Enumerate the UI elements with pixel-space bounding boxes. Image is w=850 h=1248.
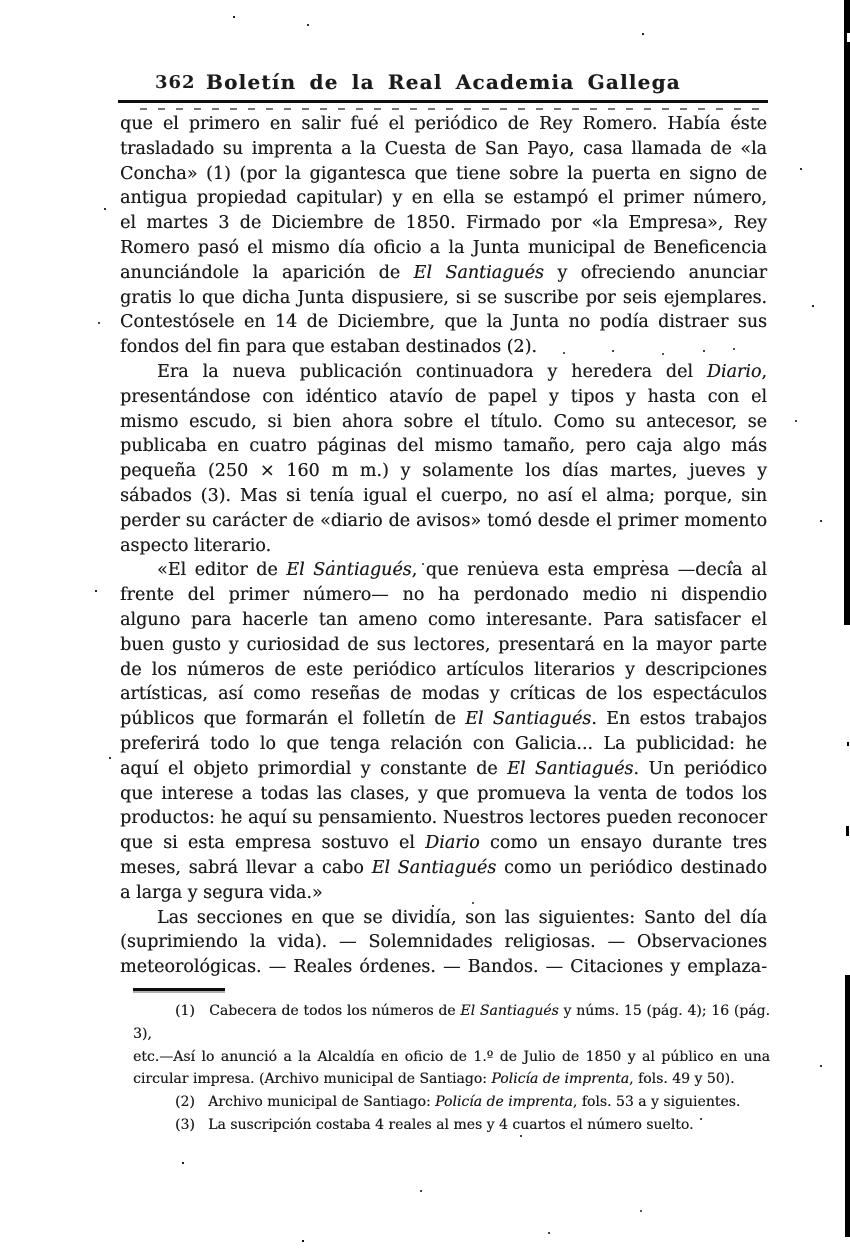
body-line: Romero pasó el mismo día oficio a la Junta municipal de Beneficencia bbox=[120, 237, 767, 258]
body-line: alguno para hacerle tan ameno como interesante. Para satisfacer el bbox=[120, 609, 767, 630]
body-line: aspecto literario. bbox=[120, 535, 272, 556]
scan-edge-dash bbox=[847, 742, 849, 746]
body-line: «El editor de El Santiagués, que renueva esta empresa —decía al bbox=[157, 560, 767, 581]
body-line: frente del primer número— no ha perdonado medio ni dispendio bbox=[120, 585, 767, 606]
page-title: Boletín de la Real Academia Gallega bbox=[206, 70, 681, 94]
footnote-line: (3) La suscripción costaba 4 reales al mes y 4 cuartos el número suelto. bbox=[175, 1116, 694, 1133]
body-line: pequeña (250 × 160 m m.) y solamente los días martes, jueves y bbox=[120, 461, 767, 482]
body-line: anunciándole la aparición de El Santiagués y ofreciendo anunciar bbox=[120, 262, 767, 283]
footnote-line: (1) Cabecera de todos los números de El Santiagués y núms. 15 (pág. 4); 16 (pág. 3), bbox=[133, 1003, 771, 1042]
body-line: a larga y segura vida.» bbox=[120, 882, 323, 903]
body-line: preferirá todo lo que tenga relación con Galicia... La publicidad: he bbox=[120, 733, 767, 754]
body-line: Contestósele en 14 de Diciembre, que la Junta no podía distraer sus bbox=[120, 312, 767, 333]
body-line: fondos del fin para que estaban destinados (2). bbox=[120, 337, 537, 358]
body-line: públicos que formarán el folletín de El Santiagués. En estos trabajos bbox=[120, 709, 768, 730]
scan-edge-right-top bbox=[844, 0, 850, 625]
body-line: de los números de este periódico artículos literarios y descripciones bbox=[120, 659, 767, 680]
body-line: que si esta empresa sostuvo el Diario como un ensayo durante tres bbox=[120, 833, 767, 854]
body-line: el martes 3 de Diciembre de 1850. Firmado por «la Empresa», Rey bbox=[120, 213, 767, 234]
body-line: trasladado su imprenta a la Cuesta de San Payo, casa llamada de «la bbox=[120, 138, 767, 159]
body-line: gratis lo que dicha Junta dispusiere, si se suscribe por seis ejemplares. bbox=[120, 287, 767, 308]
scan-noise-specks bbox=[0, 0, 2, 2]
body-line: publicaba en cuatro páginas del mismo tamaño, pero caja algo más bbox=[120, 436, 767, 457]
footnote-line: (2) Archivo municipal de Santiago: Policía de imprenta, fols. 53 a y siguientes. bbox=[175, 1094, 741, 1111]
footnote-line: etc.—Así lo anunció a la Alcaldía en oficio de 1.º de Julio de 1850 y al público en una bbox=[133, 1048, 770, 1065]
body-line: perder su carácter de «diario de avisos» tomó desde el primer momento bbox=[120, 510, 767, 531]
body-line: buen gusto y curiosidad de sus lectores, presentará en la mayor parte bbox=[120, 634, 767, 655]
body-line: aquí el objeto primordial y constante de El Santiagués. Un periódico bbox=[120, 758, 768, 779]
body-line: antigua propiedad capitular) y en ella se estampó el primer número, bbox=[120, 188, 767, 209]
body-line: que interese a todas las clases, y que promueva la venta de todos los bbox=[120, 783, 767, 804]
footnotes bbox=[133, 1000, 770, 1137]
body-line: que el primero en salir fué el periódico de Rey Romero. Había éste bbox=[120, 114, 767, 134]
body-line: sábados (3). Mas si tenía igual el cuerpo, no así el alma; porque, sin bbox=[120, 485, 767, 506]
page-number: 362 bbox=[155, 72, 196, 93]
body-line: productos: he aquí su pensamiento. Nuestros lectores pueden reconocer bbox=[120, 808, 767, 829]
scan-edge-right-bottom bbox=[845, 975, 850, 1237]
running-head bbox=[120, 70, 767, 100]
header-rule-artifact bbox=[140, 108, 762, 110]
body-line: presentándose con idéntico atavío de papel y tipos y hasta con el bbox=[120, 386, 767, 407]
body-line: (suprimiendo la vida). — Solemnidades religiosas. — Observaciones bbox=[120, 932, 767, 953]
body-text bbox=[120, 112, 767, 980]
body-line: artísticas, así como reseñas de modas y críticas de los espectáculos bbox=[120, 684, 767, 705]
body-line: Era la nueva publicación continuadora y heredera del Diario, bbox=[157, 361, 767, 382]
body-line: Las secciones en que se dividía, son las siguientes: Santo del día bbox=[157, 907, 767, 928]
scan-edge-dash bbox=[846, 826, 849, 836]
body-line: meteorológicas. — Reales órdenes. — Bandos. — Citaciones y emplaza- bbox=[120, 957, 767, 978]
body-line: meses, sabrá llevar a cabo El Santiagués como un periódico destinado bbox=[120, 857, 767, 878]
footnote-separator bbox=[133, 988, 225, 991]
body-line: Concha» (1) (por la gigantesca que tiene sobre la puerta en signo de bbox=[120, 163, 767, 184]
header-rule bbox=[118, 100, 768, 103]
footnote-line: circular impresa. (Archivo municipal de Santiago: Policía de imprenta, fols. 49 y 50). bbox=[133, 1071, 735, 1088]
body-line: mismo escudo, si bien ahora sobre el título. Como su antecesor, se bbox=[120, 411, 767, 432]
